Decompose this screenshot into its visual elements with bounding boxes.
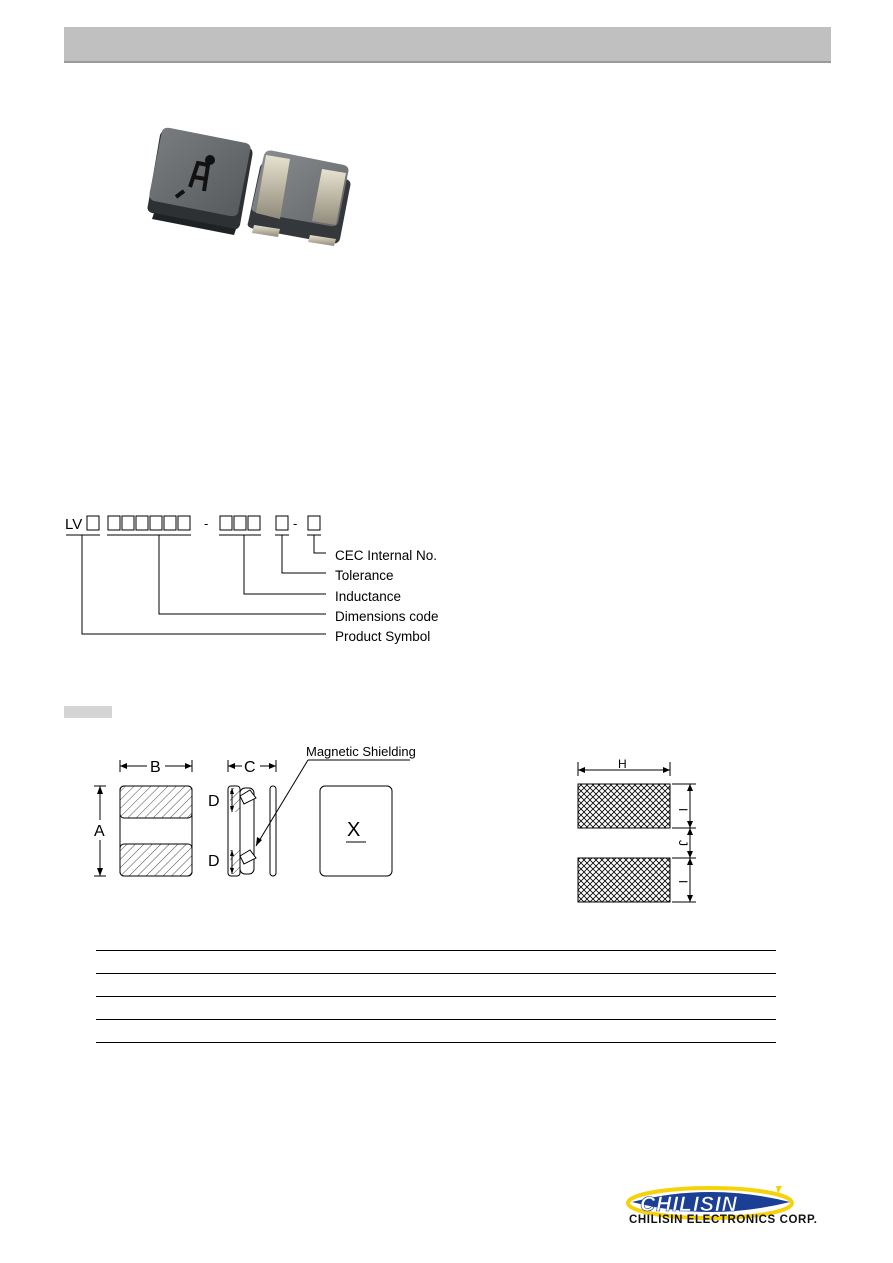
pad-label-h: H: [618, 757, 627, 771]
dim-label-d-bottom: D: [208, 853, 220, 870]
header-bar: [64, 27, 831, 63]
pad-label-i-top: I: [676, 808, 690, 812]
table-rule: [96, 996, 776, 997]
table-rule: [96, 950, 776, 951]
table-rule: [96, 1019, 776, 1020]
callout-tolerance: Tolerance: [335, 568, 394, 583]
pad-label-j: J: [676, 840, 690, 846]
dim-label-b: B: [150, 759, 161, 776]
dimension-drawings: [80, 738, 440, 888]
pad-label-i-bottom: I: [676, 880, 690, 884]
callout-dimensions-code: Dimensions code: [335, 609, 439, 624]
separator-2: -: [293, 516, 298, 531]
spec-table: [96, 950, 776, 1065]
callout-inductance: Inductance: [335, 589, 402, 604]
separator-1: -: [204, 516, 209, 531]
part-numbering-diagram: [64, 505, 464, 650]
table-rule: [96, 973, 776, 974]
dim-label-a: A: [94, 823, 105, 840]
callout-cec-internal-no: CEC Internal No.: [335, 548, 438, 563]
pad-layout-drawing: [560, 752, 710, 907]
dim-label-x: X: [347, 819, 361, 841]
dim-label-d-top: D: [208, 793, 220, 810]
logo-wordmark: CHILISIN: [640, 1193, 738, 1216]
product-photo: [140, 125, 365, 250]
company-name: CHILISIN ELECTRONICS CORP.: [629, 1214, 818, 1226]
magnetic-shielding-label: Magnetic Shielding: [306, 744, 416, 759]
table-rule: [96, 1042, 776, 1043]
part-prefix: LV: [65, 516, 83, 533]
section-tab: [64, 706, 112, 718]
callout-product-symbol: Product Symbol: [335, 629, 431, 644]
dim-label-c: C: [244, 759, 256, 776]
